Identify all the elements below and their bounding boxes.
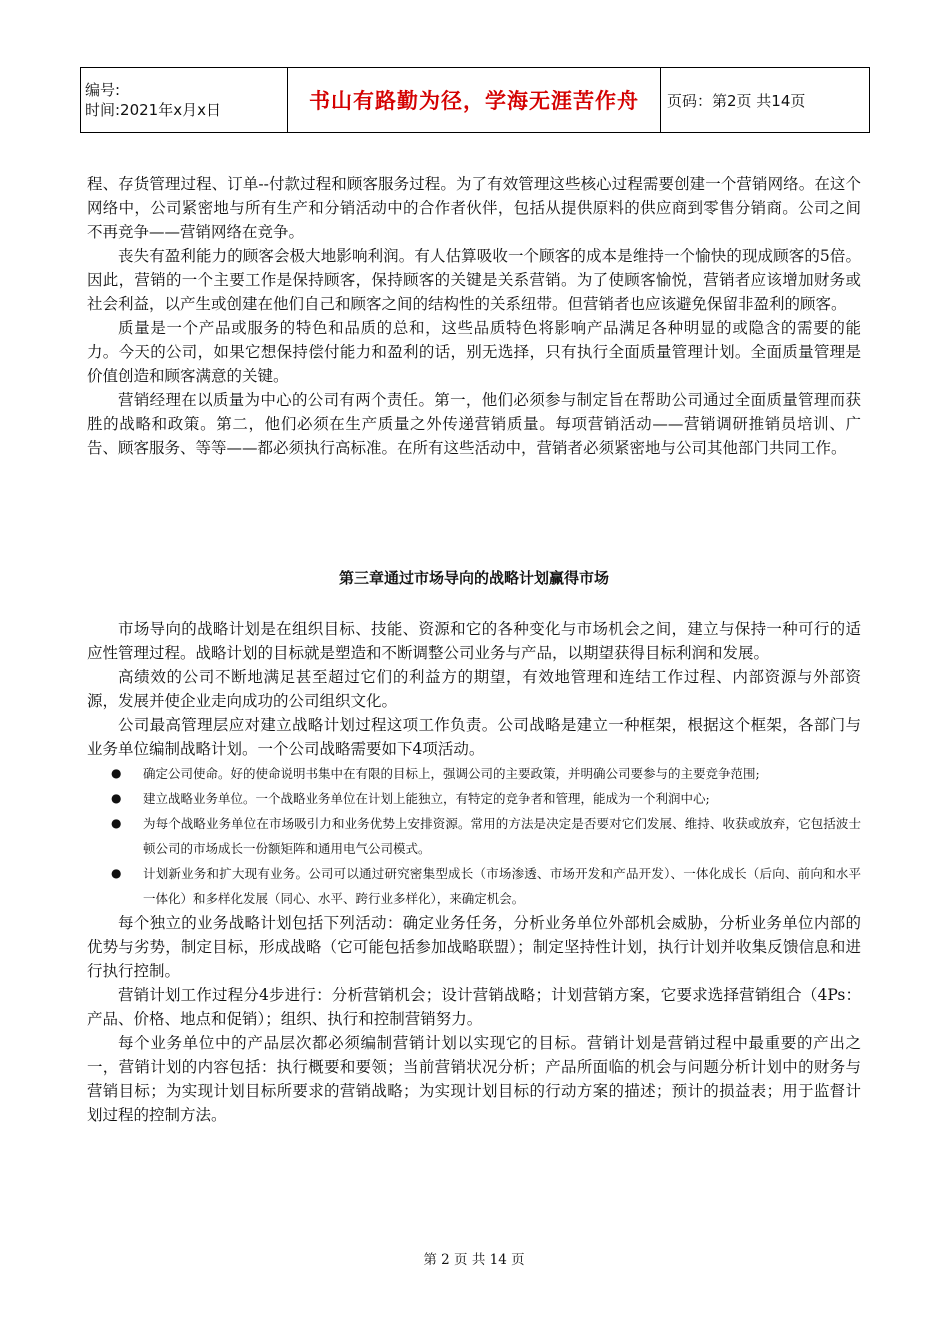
paragraph: 营销经理在以质量为中心的公司有两个责任。第一，他们必须参与制定旨在帮助公司通过全面质量管理而获胜的战略和政策。第二，他们必须在生产质量之外传递营销质量。每项营销活动——营销调研推销员培训、广告、顾客服务、等等——都必须执行高标准。在所有这些活动中，营销者必须紧密地与公司其他部门共同工作。: [87, 391, 861, 457]
chapter-title: 第三章通过市场导向的战略计划赢得市场: [338, 569, 609, 587]
list-item-text: 计划新业务和扩大现有业务。公司可以通过研究密集型成长（市场渗透、市场开发和产品开发）、一体化成长（后向、前向和水平一体化）和多样化发展（同心、水平、跨行业多样化），来确定机会。: [143, 866, 861, 906]
page-header: [80, 67, 870, 133]
paragraph: 丧失有盈利能力的顾客会极大地影响利润。有人估算吸收一个顾客的成本是维持一个愉快的现成顾客的5倍。因此，营销的一个主要工作是保持顾客，保持顾客的关键是关系营销。为了使顾客愉悦，营销者应该增加财务或社会利益，以产生或创建在他们自己和顾客之间的结构性的关系纽带。但营销者也应该避免保留非盈利的顾客。: [87, 247, 861, 313]
paragraph: 高绩效的公司不断地满足甚至超过它们的利益方的期望，有效地管理和连结工作过程、内部资源与外部资源，发展并使企业走向成功的公司组织文化。: [87, 668, 861, 710]
list-item: [87, 861, 861, 911]
bullet-icon: ●: [111, 816, 122, 830]
list-item: [87, 811, 861, 861]
section-2: [87, 617, 861, 1127]
bullet-icon: ●: [111, 791, 122, 805]
activity-list: [87, 761, 861, 911]
paragraph: 程、存货管理过程、订单--付款过程和顾客服务过程。为了有效管理这些核心过程需要创建一个营销网络。在这个网络中，公司紧密地与所有生产和分销活动中的合作者伙伴，包括从提供原料的供应商到零售分销商。公司之间不再竞争——营销网络在竞争。: [87, 175, 861, 241]
paragraph: 营销计划工作过程分4步进行：分析营销机会；设计营销战略；计划营销方案，它要求选择营销组合（4Ps：产品、价格、地点和促销）；组织、执行和控制营销努力。: [87, 986, 861, 1028]
list-item-text: 建立战略业务单位。一个战略业务单位在计划上能独立，有特定的竞争者和管理，能成为一个利润中心;: [143, 791, 710, 806]
list-item: [87, 761, 861, 786]
list-item-text: 确定公司使命。好的使命说明书集中在有限的目标上，强调公司的主要政策，并明确公司要参与的主要竞争范围;: [143, 766, 760, 781]
list-item: [87, 786, 861, 811]
bullet-icon: ●: [111, 766, 122, 780]
header-meta: [81, 68, 288, 133]
number-label: 编号:: [85, 81, 121, 99]
bullet-icon: ●: [111, 866, 122, 880]
header-page-info: 页码：第2页 共14页: [661, 68, 870, 133]
paragraph: 每个独立的业务战略计划包括下列活动：确定业务任务，分析业务单位外部机会威胁，分析业务单位内部的优势与劣势，制定目标，形成战略（它可能包括参加战略联盟）；制定坚持性计划，执行计划并收集反馈信息和进行执行控制。: [87, 914, 861, 980]
page-footer: 第 2 页 共 14 页: [423, 1252, 525, 1268]
paragraph: 市场导向的战略计划是在组织目标、技能、资源和它的各种变化与市场机会之间，建立与保持一种可行的适应性管理过程。战略计划的目标就是塑造和不断调整公司业务与产品，以期望获得目标利润和发展。: [87, 620, 861, 662]
paragraph: 公司最高管理层应对建立战略计划过程这项工作负责。公司战略是建立一种框架，根据这个框架，各部门与业务单位编制战略计划。一个公司战略需要如下4项活动。: [87, 716, 861, 758]
header-motto: 书山有路勤为径，学海无涯苦作舟: [288, 68, 661, 133]
list-item-text: 为每个战略业务单位在市场吸引力和业务优势上安排资源。常用的方法是决定是否要对它们发展、维持、收获或放弃，它包括波士顿公司的市场成长一份额矩阵和通用电气公司模式。: [143, 816, 861, 856]
section-1: [87, 172, 861, 460]
paragraph: 质量是一个产品或服务的特色和品质的总和，这些品质特色将影响产品满足各种明显的或隐含的需要的能力。今天的公司，如果它想保持偿付能力和盈利的话，别无选择，只有执行全面质量管理计划。全面质量管理是价值创造和顾客满意的关键。: [87, 319, 861, 385]
paragraph: 每个业务单位中的产品层次都必须编制营销计划以实现它的目标。营销计划是营销过程中最重要的产出之一，营销计划的内容包括：执行概要和要领；当前营销状况分析；产品所面临的机会与问题分析计划中的财务与营销目标；为实现计划目标所要求的营销战略；为实现计划目标的行动方案的描述；预计的损益表；用于监督计划过程的控制方法。: [87, 1034, 861, 1124]
time-label: 时间:2021年x月x日: [85, 101, 221, 119]
